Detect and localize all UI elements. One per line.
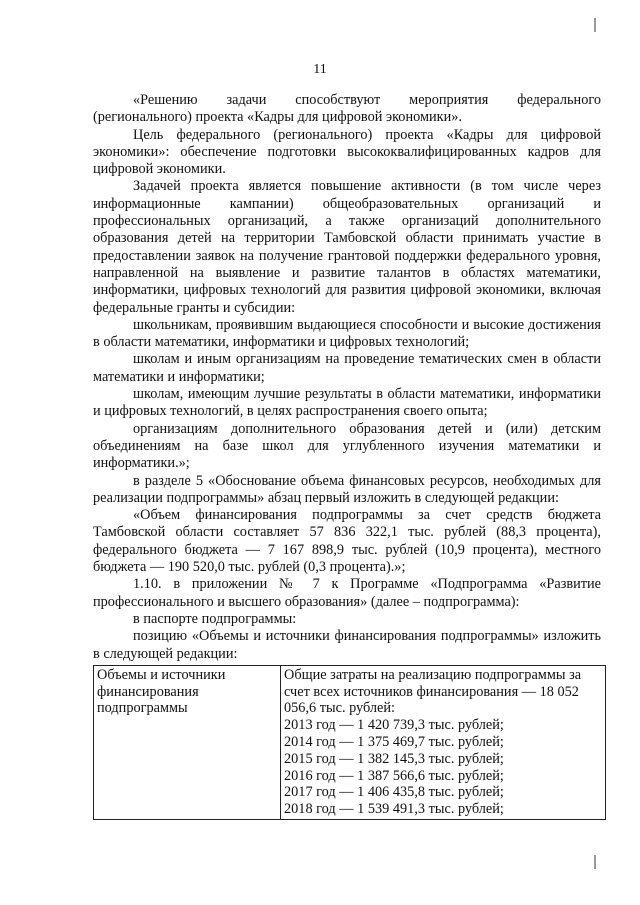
document-body <box>93 92 601 820</box>
table-row <box>94 665 606 819</box>
page-number: 11 <box>313 62 327 77</box>
financing-table <box>93 665 606 820</box>
paragraph: школам, имеющим лучшие результаты в области математики, информатики и цифровых технологий, в целях распространения своего опыта; <box>93 386 601 420</box>
scan-edge-mark <box>594 18 596 32</box>
table-line: 2015 год — 1 382 145,3 тыс. рублей; <box>284 750 504 767</box>
paragraph: организациям дополнительного образования детей и (или) детским объединениям на базе школ для углубленного изучения математики и информатики.»; <box>93 420 601 472</box>
paragraph: школьникам, проявившим выдающиеся способности и высокие достижения в области математики, информатики и цифровых технологий; <box>93 316 601 351</box>
paragraph: «Решению задачи способствуют мероприятия федерального (регионального) проекта «Кадры для цифровой экономики». <box>93 92 601 126</box>
paragraph: 1.10. в приложении № 7 к Программе «Подпрограмма «Развитие профессионального и высшего образования» (далее – подпрограмма): <box>93 576 601 610</box>
table-line: 2016 год — 1 387 566,6 тыс. рублей; <box>284 767 504 784</box>
paragraph: Цель федерального (регионального) проекта «Кадры для цифровой экономики»: обеспечение подготовки высококвалифицированных кадров для цифровой экономики. <box>93 126 601 178</box>
scan-edge-mark <box>594 855 596 869</box>
table-line: 2017 год — 1 406 435,8 тыс. рублей; <box>284 784 504 801</box>
table-label-cell: Объемы и источники финансирования подпрограммы <box>94 665 281 819</box>
table-value-cell <box>281 665 606 819</box>
paragraph: в разделе 5 «Обоснование объема финансовых ресурсов, необходимых для реализации подпрограммы» абзац первый изложить в следующей редакции: <box>93 472 601 506</box>
table-line: 2014 год — 1 375 469,7 тыс. рублей; <box>284 733 504 750</box>
paragraph: школам и иным организациям на проведение тематических смен в области математики и информатики; <box>93 351 601 385</box>
paragraph: в паспорте подпрограммы: <box>133 610 297 627</box>
table-line: 2018 год — 1 539 491,3 тыс. рублей; <box>284 801 504 818</box>
table-line: 2013 год — 1 420 739,3 тыс. рублей; <box>284 717 504 734</box>
table-line: Общие затраты на реализацию подпрограммы за счет всех источников финансирования — 18 052 056,6 тыс. рублей: <box>284 666 582 717</box>
paragraph: Задачей проекта является повышение активности (в том числе через информационные кампании) общеобразовательных организаций и профессиональных организаций, а также организаций дополнительного образования детей на территории Тамбовской области принимать участие в предоставлении заявок на получение грантовой поддержки федерального уровня, направленной на выявление и развитие талантов в областях математики, информатики, цифровых технологий для развития цифровой экономики, включая федеральные гранты и субсидии: <box>93 178 601 316</box>
paragraph: «Объем финансирования подпрограммы за счет средств бюджета Тамбовской области составляет 57 836 322,1 тыс. рублей (88,3 процента), федерального бюджета — 7 167 898,9 тыс. рублей (10,9 процента), местного бюджета — 190 520,0 тыс. рублей (0,3 процента).»; <box>93 507 601 576</box>
paragraph: позицию «Объемы и источники финансирования подпрограммы» изложить в следующей редакции: <box>93 628 601 662</box>
